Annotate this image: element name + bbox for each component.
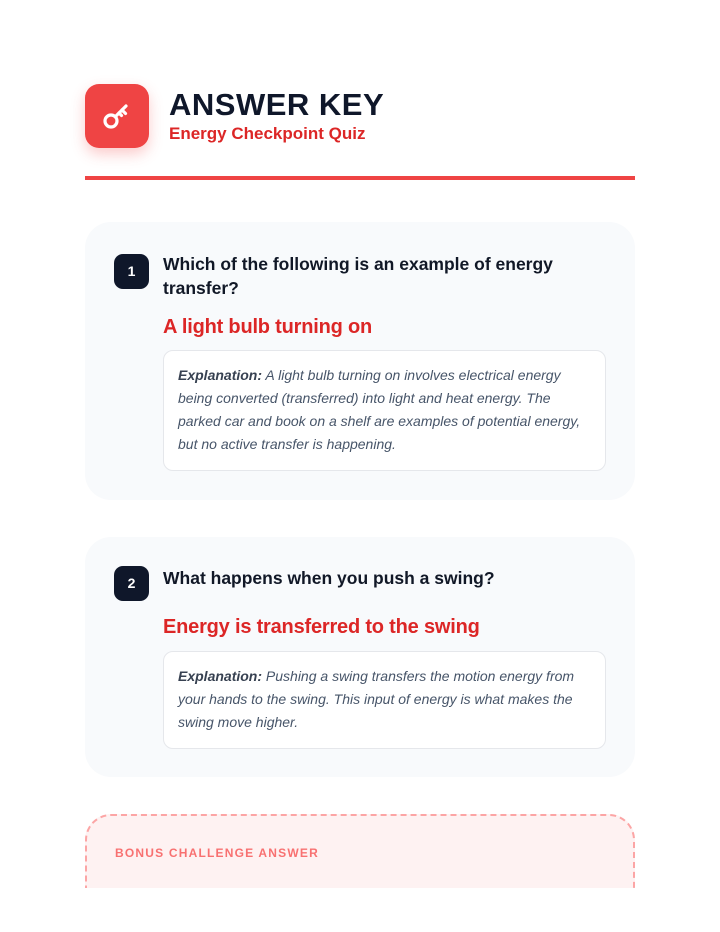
question-card-2	[85, 537, 635, 777]
page-title: ANSWER KEY	[169, 87, 385, 122]
explanation-text: A light bulb turning on involves electrical energy being converted (transferred) into light and heat energy. The parked car and book on a shelf are examples of potential energy, but no active transfer is happening.	[178, 367, 581, 452]
page-bottom-mask	[0, 888, 720, 932]
explanation-box	[163, 651, 606, 749]
question-text: What happens when you push a swing?	[163, 568, 495, 588]
header-divider	[85, 176, 635, 180]
page-subtitle: Energy Checkpoint Quiz	[169, 124, 366, 143]
key-icon	[97, 96, 137, 136]
answer-text: Energy is transferred to the swing	[163, 616, 480, 638]
answer-text: A light bulb turning on	[163, 316, 373, 338]
question-card-1	[85, 222, 635, 500]
question-number: 1	[114, 254, 149, 289]
question-number: 2	[114, 566, 149, 601]
question-text: Which of the following is an example of energy transfer?	[163, 254, 553, 298]
explanation-label: Explanation:	[178, 668, 263, 684]
explanation-box	[163, 350, 606, 471]
logo-badge	[85, 84, 149, 148]
page-header	[85, 84, 635, 180]
explanation-text: Pushing a swing transfers the motion energy from your hands to the swing. This input of energy is what makes the swing move higher.	[178, 668, 575, 730]
explanation-label: Explanation:	[178, 367, 263, 383]
bonus-label: BONUS CHALLENGE ANSWER	[115, 846, 319, 860]
